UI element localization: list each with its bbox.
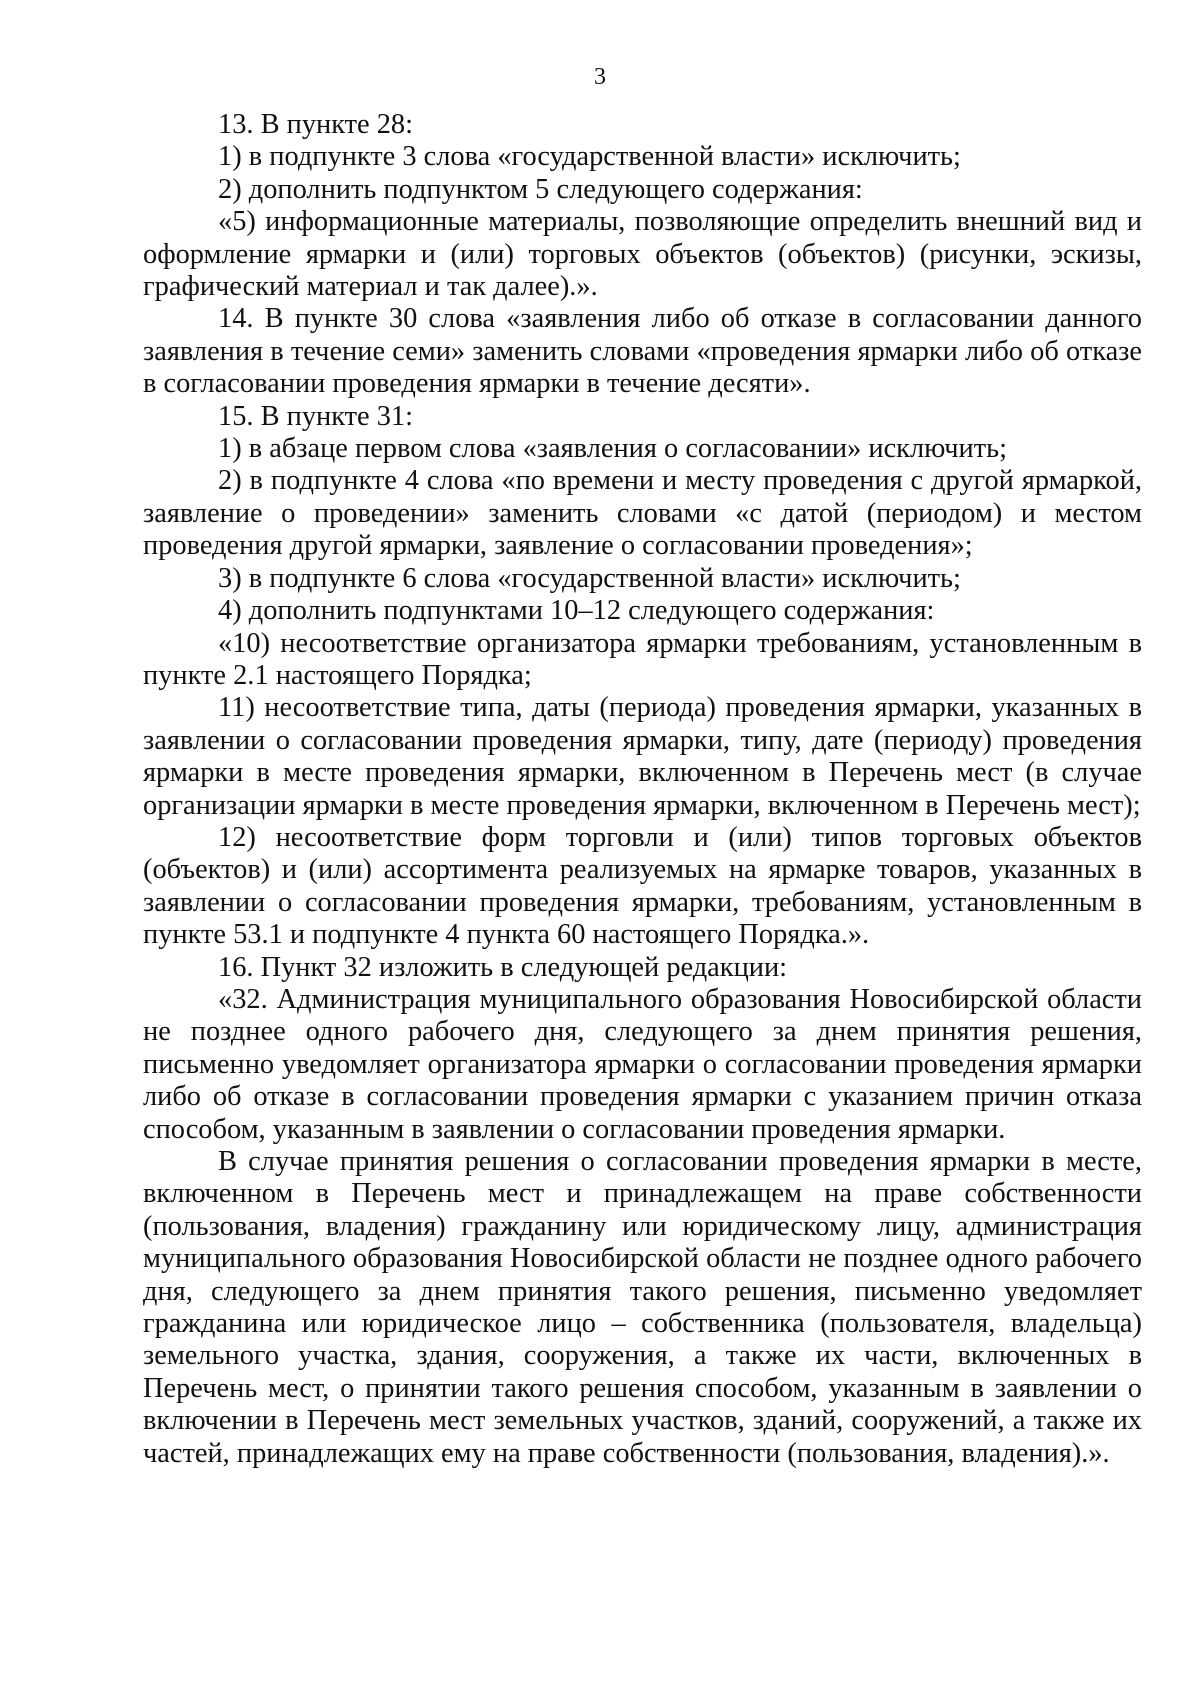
document-body [143, 109, 1142, 1470]
paragraph: 3) в подпункте 6 слова «государственной власти» исключить; [218, 562, 961, 594]
paragraph: 4) дополнить подпунктами 10–12 следующего содержания: [218, 595, 935, 627]
paragraph: 11) несоответствие типа, даты (периода) проведения ярмарки, указанных в заявлении о согласовании проведения ярмарки, типу, дате (периоду) проведения ярмарки в месте проведения ярмарки, включенном в Перечень мест (в случае организации ярмарки в месте проведения ярмарки, включенном в Перечень мест); [143, 692, 1142, 821]
paragraph: «32. Администрация муниципального образования Новосибирской области не позднее одного рабочего дня, следующего за днем принятия решения, письменно уведомляет организатора ярмарки о согласовании проведения ярмарки либо об отказе в согласовании проведения ярмарки с указанием причин отказа способом, указанным в заявлении о согласовании проведения ярмарки. [143, 983, 1142, 1145]
paragraph: 15. В пункте 31: [218, 400, 414, 432]
paragraph: 2) дополнить подпунктом 5 следующего содержания: [218, 173, 863, 205]
paragraph: 12) несоответствие форм торговли и (или) типов торговых объектов (объектов) и (или) ассортимента реализуемых на ярмарке товаров, указанных в заявлении о согласовании проведения ярмарки, требованиям, установленным в пункте 53.1 и подпункте 4 пункта 60 настоящего Порядка.». [143, 821, 1142, 951]
paragraph: 1) в абзаце первом слова «заявления о согласовании» исключить; [218, 433, 1007, 465]
page-number: 3 [594, 64, 606, 90]
paragraph: 1) в подпункте 3 слова «государственной власти» исключить; [218, 141, 961, 173]
paragraph: 14. В пункте 30 слова «заявления либо об отказе в согласовании данного заявления в течение семи» заменить словами «проведения ярмарки либо об отказе в согласовании проведения ярмарки в течение десяти». [143, 303, 1142, 400]
paragraph: «5) информационные материалы, позволяющие определить внешний вид и оформление ярмарки и (или) торговых объектов (объектов) (рисунки, эскизы, графический материал и так далее).». [143, 206, 1142, 303]
paragraph: 16. Пункт 32 изложить в следующей редакции: [218, 951, 788, 983]
paragraph: В случае принятия решения о согласовании проведения ярмарки в месте, включенном в Перечень мест и принадлежащем на праве собственности (пользования, владения) гражданину или юридическому лицу, администрация муниципального образования Новосибирской области не позднее одного рабочего дня, следующего за днем принятия такого решения, письменно уведомляет гражданина или юридическое лицо – собственника (пользователя, владельца) земельного участка, здания, сооружения, а также их части, включенных в Перечень мест, о принятии такого решения способом, указанным в заявлении о включении в Перечень мест земельных участков, зданий, сооружений, а также их частей, принадлежащих ему на праве собственности (пользования, владения).». [143, 1146, 1142, 1469]
paragraph: «10) несоответствие организатора ярмарки требованиям, установленным в пункте 2.1 настоящего Порядка; [143, 627, 1142, 691]
paragraph: 2) в подпункте 4 слова «по времени и месту проведения с другой ярмаркой, заявление о проведении» заменить словами «с датой (периодом) и местом проведения другой ярмарки, заявление о согласовании проведения»; [143, 465, 1142, 562]
paragraph: 13. В пункте 28: [218, 109, 414, 140]
